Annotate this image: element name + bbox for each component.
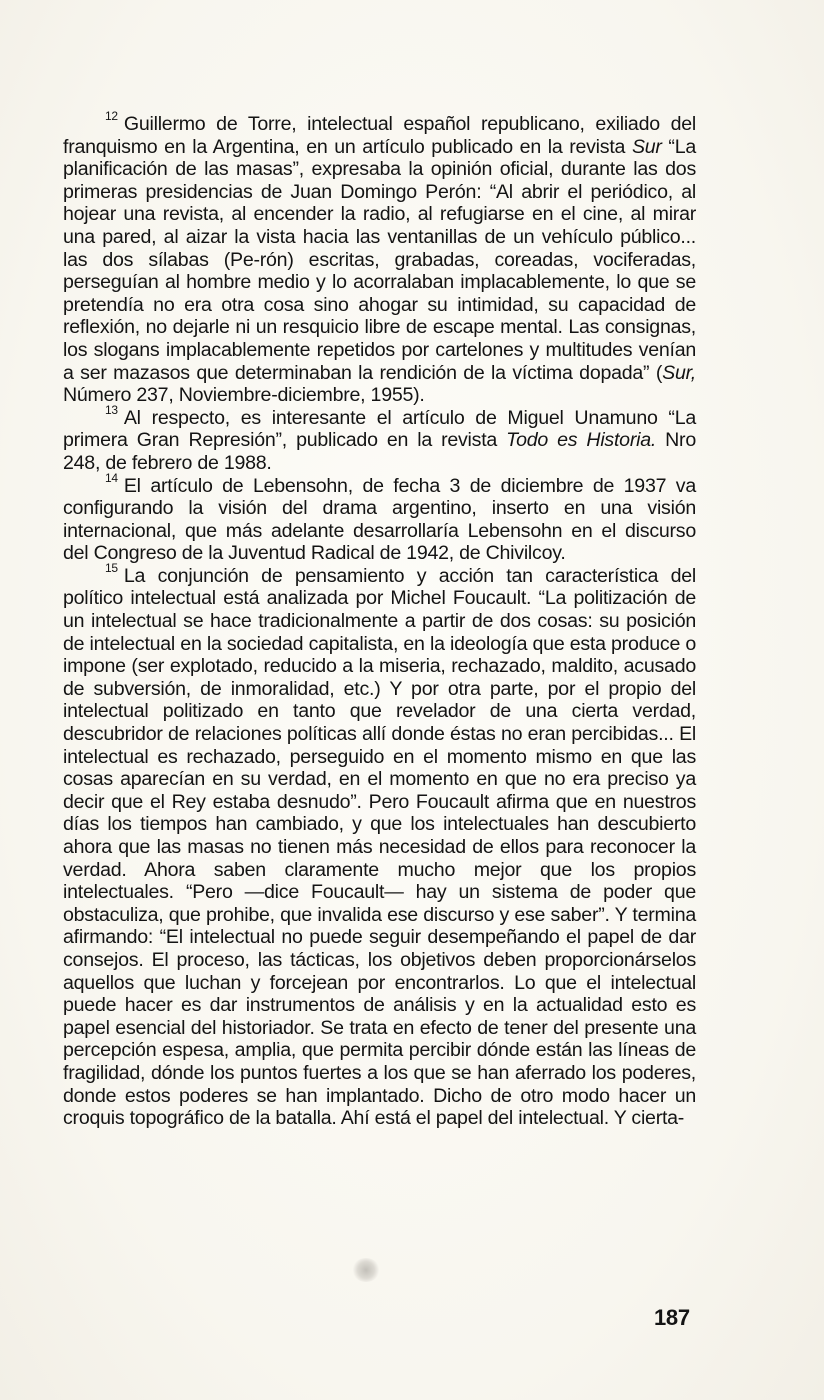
footnote-13 [63, 403, 696, 475]
footnote-text: Guillermo de Torre, intelectual español republicano, exiliado del franquismo en la Argentina, en un artículo publicado en la revista [63, 113, 696, 158]
footnote-text: La conjunción de pensamiento y acción tan característica del político intelectual está analizada por Michel Foucault. “La politización de un intelectual se hace tradicionalmente a partir de dos cosas: su posición de intelectual en la sociedad capitalista, en la ideología que esta produce o impone (ser explotado, reducido a la miseria, rechazado, maldito, acusado de subversión, de inmoralidad, etc.) Y por otra parte, por el propio del intelectual politizado en tanto que revelador de una cierta verdad, descubridor de relaciones políticas allí donde éstas no eran percibidas... El intelectual es rechazado, perseguido en el momento mismo en que las cosas aparecían en su verdad, en el momento en que no era preciso ya decir que el Rey estaba desnudo”. Pero Foucault afirma que en nuestros días los tiempos han cambiado, y que los intelectuales han descubierto ahora que las masas no tienen más necesidad de ellos para reconocer la verdad. Ahora saben claramente mucho mejor que los propios intelectuales. “Pero —dice Foucault— hay un sistema de poder que obstaculiza, que prohibe, que invalida ese discurso y ese saber”. Y termina afirmando: “El intelectual no puede seguir desempeñando el papel de dar consejos. El proceso, las tácticas, los objetivos deben proporcionárselos aquellos que luchan y forcejean por encontrarlos. Lo que el intelectual puede hacer es dar instrumentos de análisis y en la actualidad esto es papel esencial del historiador. Se trata en efecto de tener del presente una percepción espesa, amplia, que permita percibir dónde están las líneas de fragilidad, dónde los puntos fuertes a los que se han aferrado los poderes, donde estos poderes se han implantado. Dicho de otro modo hacer un croquis topográfico de la batalla. Ahí está el papel del intelectual. Y cierta- [63, 564, 696, 1130]
footnote-text: El artículo de Lebensohn, de fecha 3 de diciembre de 1937 va configurando la visión del drama argentino, inserto en una visión internacional, que más adelante desarrollaría Lebensohn en el discurso del Congreso de la Juventud Radical de 1942, de Chivilcoy. [63, 474, 696, 565]
footnote-text: “La planificación de las masas”, expresaba la opinión oficial, durante las dos primeras presidencias de Juan Domingo Perón: “Al abrir el periódico, al hojear una revista, al encender la radio, al refugiarse en el cine, al mirar una pared, al aizar la vista hacia las ventanillas de un vehículo público... las dos sílabas (Pe-rón) escritas, grabadas, coreadas, vociferadas, perseguían al hombre medio y lo acorralaban implacablemente, lo que se pretendía no era otra cosa sino ahogar su intimidad, su capacidad de reflexión, no dejarle ni un resquicio libre de escape mental. Las consignas, los slogans implacablemente repetidos por cartelones y multitudes venían a ser mazasos que determinaban la rendición de la víctima dopada” ( [63, 135, 697, 384]
footnotes-block [63, 109, 697, 1130]
footnote-text: Nro 248, de febrero de 1988. [63, 429, 696, 474]
footnote-12 [63, 109, 697, 407]
footnote-number: 15 [105, 561, 118, 576]
footnote-15 [63, 561, 696, 1130]
footnote-14 [63, 470, 696, 565]
page-number: 187 [654, 1305, 690, 1330]
footnote-number: 14 [105, 470, 118, 485]
journal-title: Todo es Historia. [506, 429, 657, 452]
footnote-number: 12 [105, 109, 118, 124]
ink-smudge [352, 1258, 380, 1282]
footnote-text: Al respecto, es interesante el artículo de Miguel Unamuno “La primera Gran Represión”, publicado en la revista [63, 406, 696, 452]
footnote-text: Número 237, Noviembre-diciembre, 1955). [63, 384, 425, 407]
journal-title: Sur, [662, 361, 696, 384]
footnote-number: 13 [105, 403, 118, 418]
journal-title: Sur [631, 135, 662, 158]
